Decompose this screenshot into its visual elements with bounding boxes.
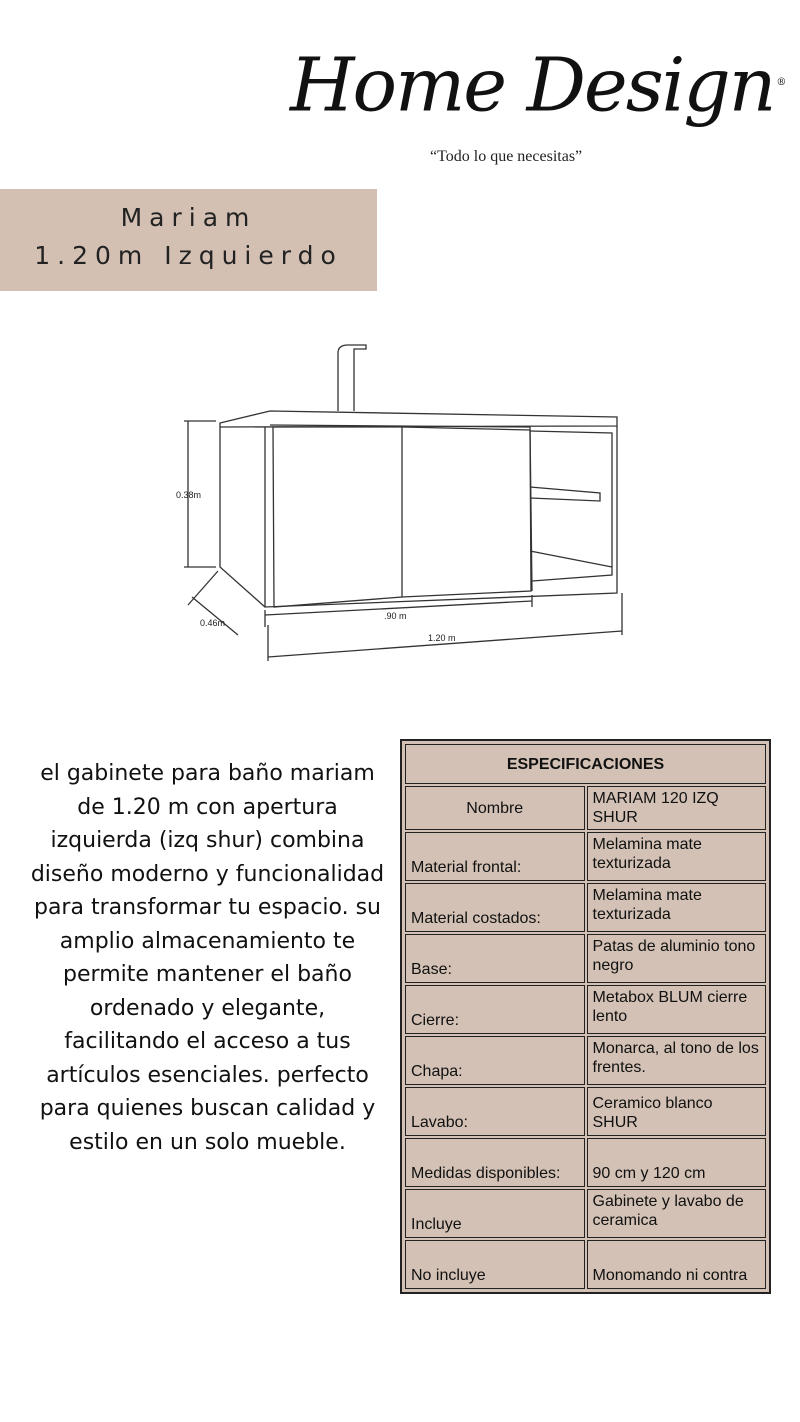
depth-label: 0.46m bbox=[200, 618, 226, 628]
spec-name-label: Nombre bbox=[405, 786, 585, 830]
product-description: el gabinete para baño mariam de 1.20 m con apertura izquierda (izq shur) combina diseño moderno y funcionalidad para transformar tu espacio. su amplio almacenamiento te permite mantener el baño ordenado y elegante, facilitando el acceso a tus artículos esenciales. perfecto para quienes buscan calidad y estilo en un solo mueble. bbox=[30, 761, 385, 1155]
spec-row bbox=[405, 883, 766, 932]
door-width-label: .90 m bbox=[384, 611, 407, 621]
height-label: 0.38m bbox=[176, 490, 202, 500]
spec-label: Incluye bbox=[405, 1189, 585, 1238]
spec-value: Gabinete y lavabo de ceramica bbox=[587, 1189, 767, 1238]
spec-label: Base: bbox=[405, 934, 585, 983]
spec-row bbox=[405, 1087, 766, 1136]
spec-value: Monomando ni contra bbox=[587, 1240, 767, 1289]
cabinet-body bbox=[265, 426, 617, 607]
spec-label: Medidas disponibles: bbox=[405, 1138, 585, 1187]
spec-value: 90 cm y 120 cm bbox=[587, 1138, 767, 1187]
spec-label: Lavabo: bbox=[405, 1087, 585, 1136]
spec-label: Material costados: bbox=[405, 883, 585, 932]
spec-value: Metabox BLUM cierre lento bbox=[587, 985, 767, 1034]
spec-label: Material frontal: bbox=[405, 832, 585, 881]
spec-value: Patas de aluminio tono negro bbox=[587, 934, 767, 983]
spec-row bbox=[405, 934, 766, 983]
spec-value: Melamina mate texturizada bbox=[587, 832, 767, 881]
spec-row bbox=[405, 1189, 766, 1238]
faucet bbox=[338, 345, 366, 411]
registered-mark: ® bbox=[776, 77, 785, 88]
spec-name-value: MARIAM 120 IZQ SHUR bbox=[587, 786, 767, 830]
spec-row bbox=[405, 832, 766, 881]
spec-label: No incluye bbox=[405, 1240, 585, 1289]
spec-label: Cierre: bbox=[405, 985, 585, 1034]
spec-value: Monarca, al tono de los frentes. bbox=[587, 1036, 767, 1085]
door-right bbox=[402, 427, 531, 597]
product-subtitle: 1.20m Izquierdo bbox=[34, 241, 343, 270]
spec-row bbox=[405, 985, 766, 1034]
door-left bbox=[273, 427, 402, 607]
spec-row bbox=[405, 1240, 766, 1289]
specifications-header: ESPECIFICACIONES bbox=[405, 744, 766, 784]
specifications-table bbox=[400, 739, 771, 1294]
brand-tagline: “Todo lo que necesitas” bbox=[430, 148, 583, 165]
spec-value: Melamina mate texturizada bbox=[587, 883, 767, 932]
brand-name: Home Design bbox=[290, 42, 775, 129]
spec-row bbox=[405, 1036, 766, 1085]
total-width-label: 1.20 m bbox=[428, 633, 456, 643]
shelf bbox=[530, 487, 600, 501]
spec-value: Ceramico blanco SHUR bbox=[587, 1087, 767, 1136]
cabinet-drawing bbox=[170, 335, 640, 675]
product-title: Mariam bbox=[120, 203, 257, 232]
brand-logo bbox=[290, 18, 785, 148]
spec-row bbox=[405, 1138, 766, 1187]
cabinet-side bbox=[220, 427, 265, 607]
spec-label: Chapa: bbox=[405, 1036, 585, 1085]
